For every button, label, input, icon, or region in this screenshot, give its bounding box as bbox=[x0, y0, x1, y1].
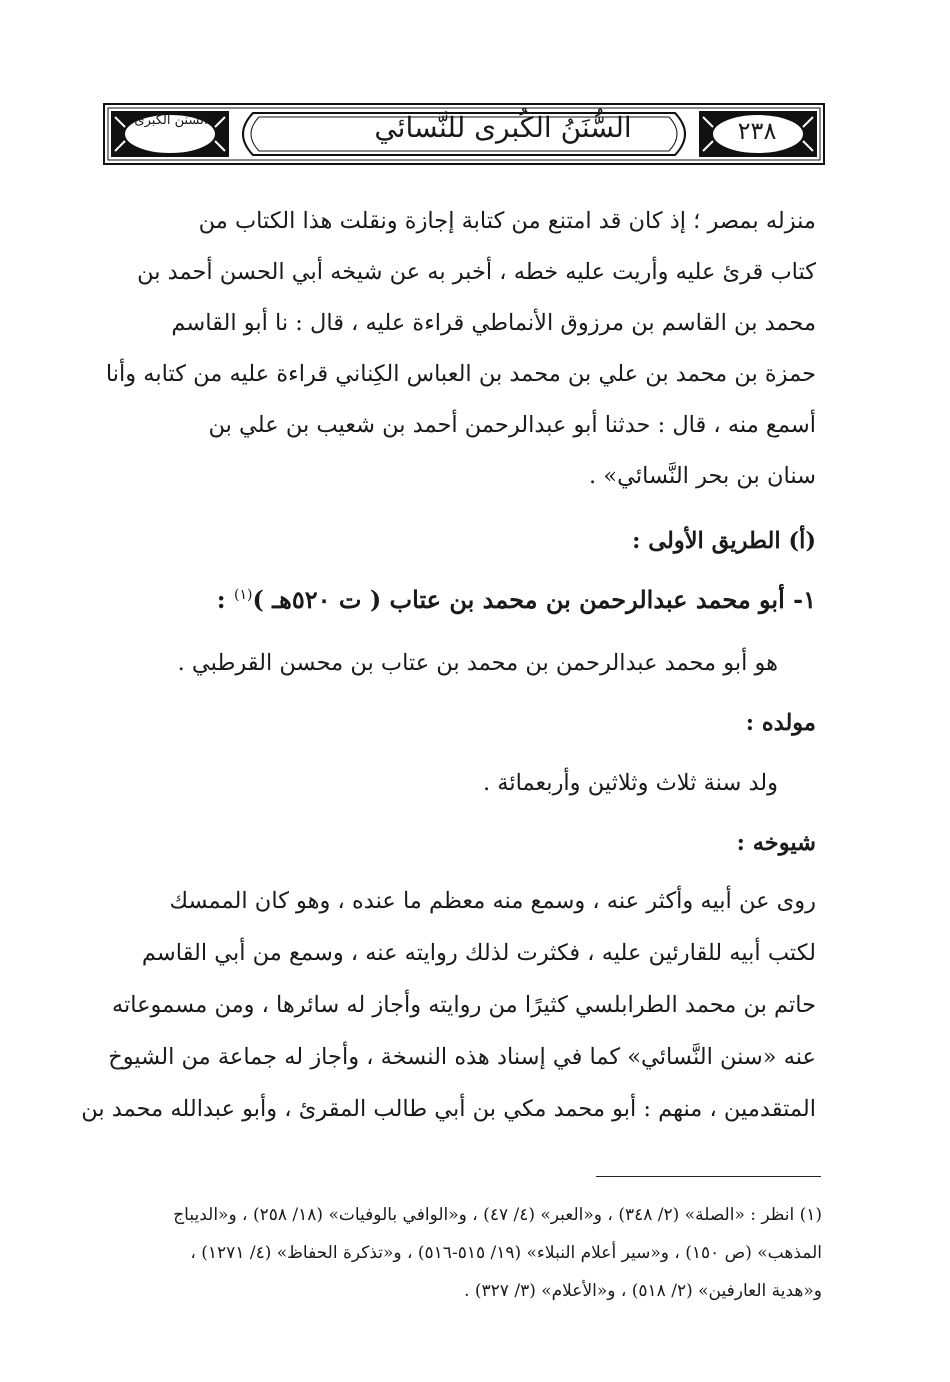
footnote-separator bbox=[596, 1176, 821, 1177]
section-heading: (أ) الطريق الأولى : bbox=[632, 528, 816, 554]
footnote-line-1: (١) انظر : «الصلة» (٢/ ٣٤٨) ، و«العبر» (٤/ ٤٧) ، و«الوافي بالوفيات» (١٨/ ٢٥٨) ، و«الديباج bbox=[173, 1205, 822, 1225]
footnote-line-3: و«هدية العارفين» (٢/ ٥١٨) ، و«الأعلام» (٣/ ٣٢٧) . bbox=[464, 1281, 822, 1301]
emblem-text: السنن الكبرى bbox=[134, 113, 208, 128]
birth-text: ولد سنة ثلاث وثلاثين وأربعمائة . bbox=[482, 770, 778, 796]
teachers-line-1: روى عن أبيه وأكثر عنه ، وسمع منه معظم ما عنده ، وهو كان الممسك bbox=[169, 888, 816, 914]
birth-heading: مولده : bbox=[745, 710, 816, 736]
teachers-line-4: عنه «سنن النَّسائي» كما في إسناد هذه النسخة ، وأجاز له جماعة من الشيوخ bbox=[108, 1044, 816, 1070]
page-number: ٢٣٨ bbox=[737, 117, 777, 145]
footnote-line-2: المذهب» (ص ١٥٠) ، و«سير أعلام النبلاء» (١٩/ ٥١٥-٥١٦) ، و«تذكرة الحفاظ» (٤/ ١٢٧١) ، bbox=[190, 1243, 822, 1263]
teachers-line-5: المتقدمين ، منهم : أبو محمد مكي بن أبي طالب المقرئ ، وأبو عبدالله محمد بن bbox=[81, 1096, 816, 1122]
intro-line-5: أسمع منه ، قال : حدثنا أبو عبدالرحمن أحمد بن شعيب بن علي بن bbox=[208, 412, 816, 438]
person-heading bbox=[108, 585, 816, 614]
person-heading-colon: : bbox=[216, 585, 226, 614]
teachers-heading: شيوخه : bbox=[736, 830, 816, 856]
teachers-line-2: لكتب أبيه للقارئين عليه ، فكثرت لذلك روايته عنه ، وسمع من أبي القاسم bbox=[141, 940, 816, 966]
running-title: السُّنَنُ الكُبرى للنَّسائي bbox=[374, 111, 632, 144]
teachers-line-3: حاتم بن محمد الطرابلسي كثيرًا من روايته وأجاز له سائرها ، ومن مسموعاته bbox=[111, 992, 816, 1018]
intro-line-1: منزله بمصر ؛ إذ كان قد امتنع من كتابة إجازة ونقلت هذا الكتاب من bbox=[198, 208, 816, 234]
intro-line-3: محمد بن القاسم بن مرزوق الأنماطي قراءة عليه ، قال : نا أبو القاسم bbox=[171, 310, 816, 336]
page-header bbox=[103, 103, 825, 165]
person-heading-text: ١- أبو محمد عبدالرحمن بن محمد بن عتاب ( ت ٥٢٠هـ ) bbox=[252, 585, 816, 614]
intro-line-2: كتاب قرئ عليه وأريت عليه خطه ، أخبر به عن شيخه أبي الحسن أحمد بن bbox=[137, 259, 816, 285]
intro-line-6: سنان بن بحر النَّسائي» . bbox=[589, 463, 816, 489]
intro-line-4: حمزة بن محمد بن علي بن محمد بن العباس الكِناني قراءة عليه من كتابه وأنا bbox=[105, 361, 816, 387]
footnote-marker: (١) bbox=[233, 587, 253, 603]
person-description: هو أبو محمد عبدالرحمن بن محمد بن عتاب بن محسن القرطبي . bbox=[177, 650, 778, 676]
